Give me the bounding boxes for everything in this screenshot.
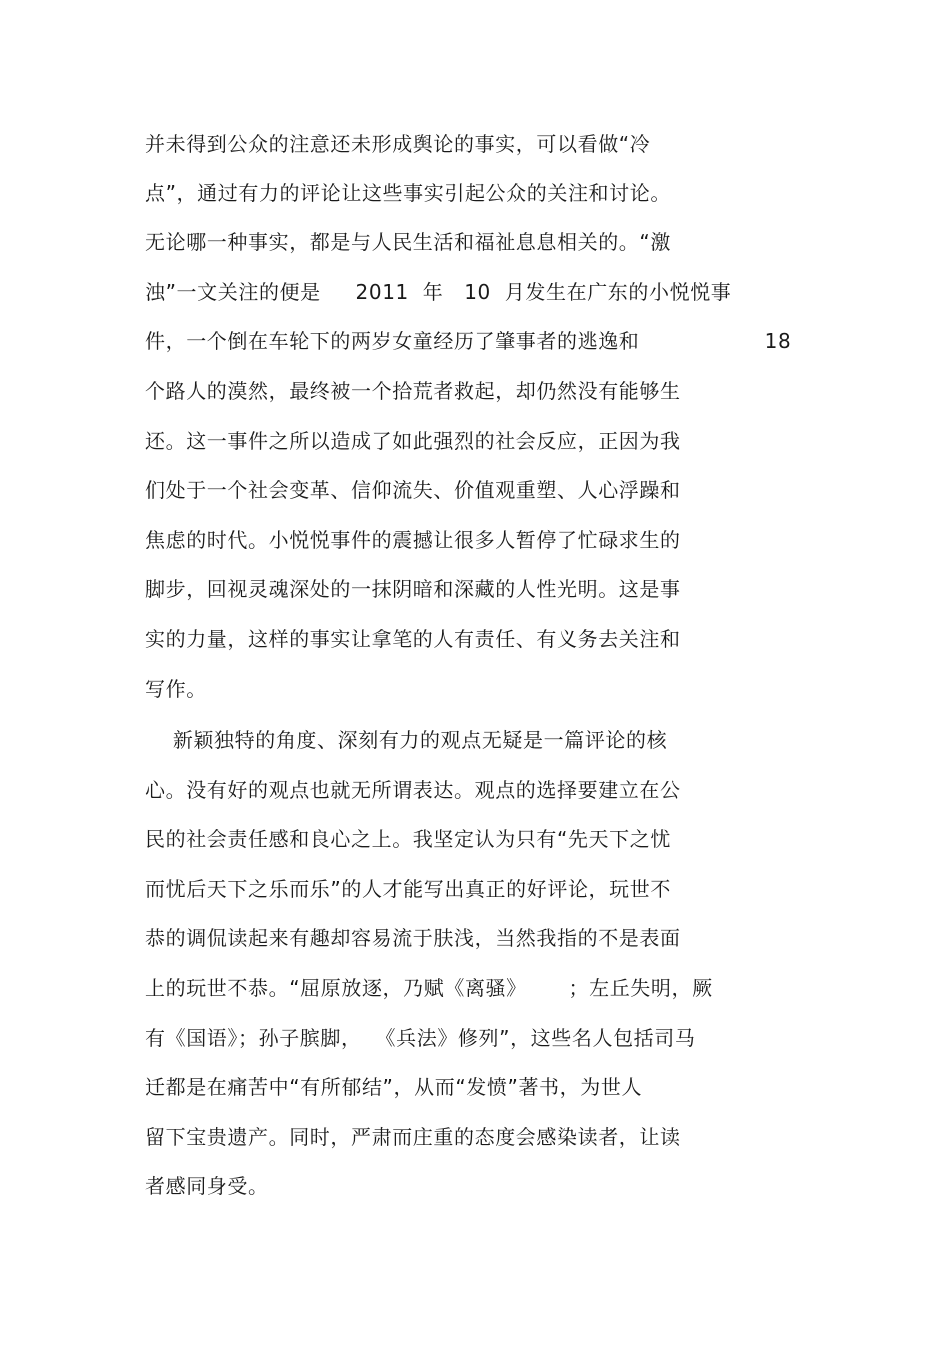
text-line: 者感同身受。: [145, 1174, 269, 1198]
text-line: 并未得到公众的注意还未形成舆论的事实，可以看做“冷: [145, 132, 651, 156]
text-line: 有《国语》；孙子膑脚， 《兵法》修列”，这些名人包括司马: [145, 1026, 696, 1050]
text-line: 脚步，回视灵魂深处的一抹阴暗和深藏的人性光明。这是事: [145, 577, 681, 601]
text-line: 迁都是在痛苦中“有所郁结”，从而“发愤”著书，为世人: [145, 1075, 643, 1099]
text-line: 件，一个倒在车轮下的两岁女童经历了肇事者的逃逸和 18: [145, 329, 792, 353]
text-line: 还。这一事件之所以造成了如此强烈的社会反应，正因为我: [145, 429, 681, 453]
text-line: 心。没有好的观点也就无所谓表达。观点的选择要建立在公: [145, 778, 681, 802]
text-line: 恭的调侃读起来有趣却容易流于肤浅，当然我指的不是表面: [145, 926, 681, 950]
text-line: 无论哪一种事实，都是与人民生活和福祉息息相关的。“激: [145, 230, 671, 254]
text-line: 焦虑的时代。小悦悦事件的震撼让很多人暂停了忙碌求生的: [145, 528, 681, 552]
text-line: 点”，通过有力的评论让这些事实引起公众的关注和讨论。: [145, 181, 671, 205]
text-line: 浊”一文关注的便是 2011 年 10 月发生在广东的小悦悦事: [145, 280, 732, 304]
text-line: 写作。: [145, 677, 207, 701]
text-line: 民的社会责任感和良心之上。我坚定认为只有“先天下之忧: [145, 827, 671, 851]
text-line: 上的玩世不恭。“屈原放逐，乃赋《离骚》 ；左丘失明，厥: [145, 976, 713, 1000]
text-line: 留下宝贵遗产。同时，严肃而庄重的态度会感染读者，让读: [145, 1125, 681, 1149]
text-line: 实的力量，这样的事实让拿笔的人有责任、有义务去关注和: [145, 627, 681, 651]
text-line: 而忧后天下之乐而乐”的人才能写出真正的好评论，玩世不: [145, 877, 671, 901]
text-line: 个路人的漠然，最终被一个拾荒者救起，却仍然没有能够生: [145, 379, 681, 403]
text-line: 们处于一个社会变革、信仰流失、价值观重塑、人心浮躁和: [145, 478, 681, 502]
text-line: 新颖独特的角度、深刻有力的观点无疑是一篇评论的核: [145, 728, 668, 752]
